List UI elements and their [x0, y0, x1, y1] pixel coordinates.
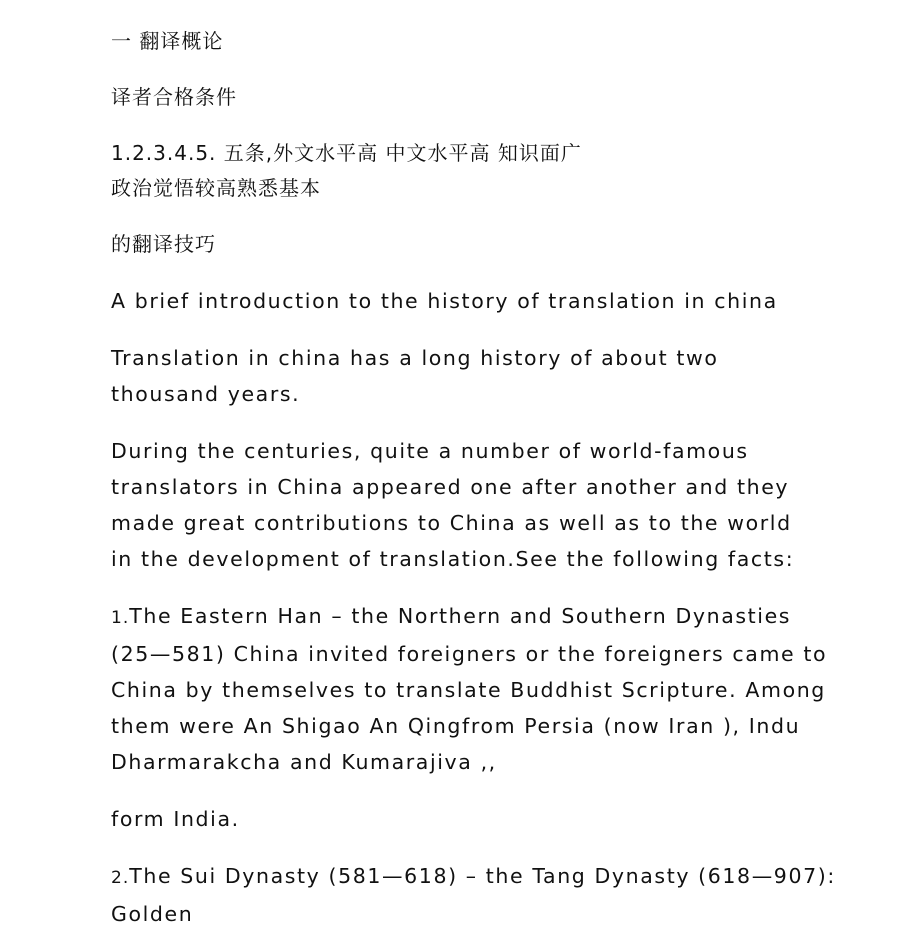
fact-1-line: China by themselves to translate Buddhist Scripture. Among: [111, 678, 826, 702]
skills-text: 的翻译技巧: [111, 232, 216, 256]
fact-2-line-1: [111, 858, 881, 896]
document-page: [111, 24, 881, 932]
conditions-line-1: 1.2.3.4.5. 五条,外文水平高 中文水平高 知识面广: [111, 141, 582, 165]
fact-2-number: 2.: [111, 868, 130, 888]
qualifications-title-text: 译者合格条件: [111, 85, 237, 109]
fact-1-line: (25—581) China invited foreigners or the foreigners came to: [111, 642, 828, 666]
qualifications-title: [111, 80, 881, 115]
fact-1-number: 1.: [111, 608, 130, 628]
fact-2-line-2: Golden: [111, 902, 194, 926]
fact-1-line: Dharmarakcha and Kumarajiva ,,: [111, 750, 497, 774]
centuries-line: made great contributions to China as well as to the world: [111, 511, 792, 535]
intro-title-text: A brief introduction to the history of translation in china: [111, 289, 778, 313]
centuries-line: in the development of translation.See the following facts:: [111, 547, 795, 571]
fact-1-paragraph: [111, 598, 881, 780]
skills-paragraph: [111, 227, 881, 262]
centuries-paragraph: [111, 433, 881, 577]
conditions-line-2: 政治觉悟较高熟悉基本: [111, 176, 321, 200]
fact-1-text: The Eastern Han – the Northern and Southern Dynasties: [129, 604, 792, 628]
centuries-line: translators in China appeared one after another and they: [111, 475, 790, 499]
centuries-line: During the centuries, quite a number of world-famous: [111, 439, 749, 463]
conditions-paragraph: [111, 136, 881, 206]
history-line-2: thousand years.: [111, 382, 301, 406]
fact-1-line-1: [111, 598, 881, 636]
history-paragraph: [111, 340, 881, 412]
section-heading-text: 一 翻译概论: [111, 29, 224, 53]
fact-1-tail-text: form India.: [111, 807, 240, 831]
intro-title: [111, 283, 881, 319]
section-heading: [111, 24, 881, 59]
fact-2-paragraph: [111, 858, 881, 932]
fact-1-line: them were An Shigao An Qingfrom Persia (now Iran ), Indu: [111, 714, 801, 738]
fact-2-text: The Sui Dynasty (581—618) – the Tang Dynasty (618—907):: [129, 864, 836, 888]
fact-1-tail: [111, 801, 881, 837]
history-line-1: Translation in china has a long history of about two: [111, 346, 719, 370]
